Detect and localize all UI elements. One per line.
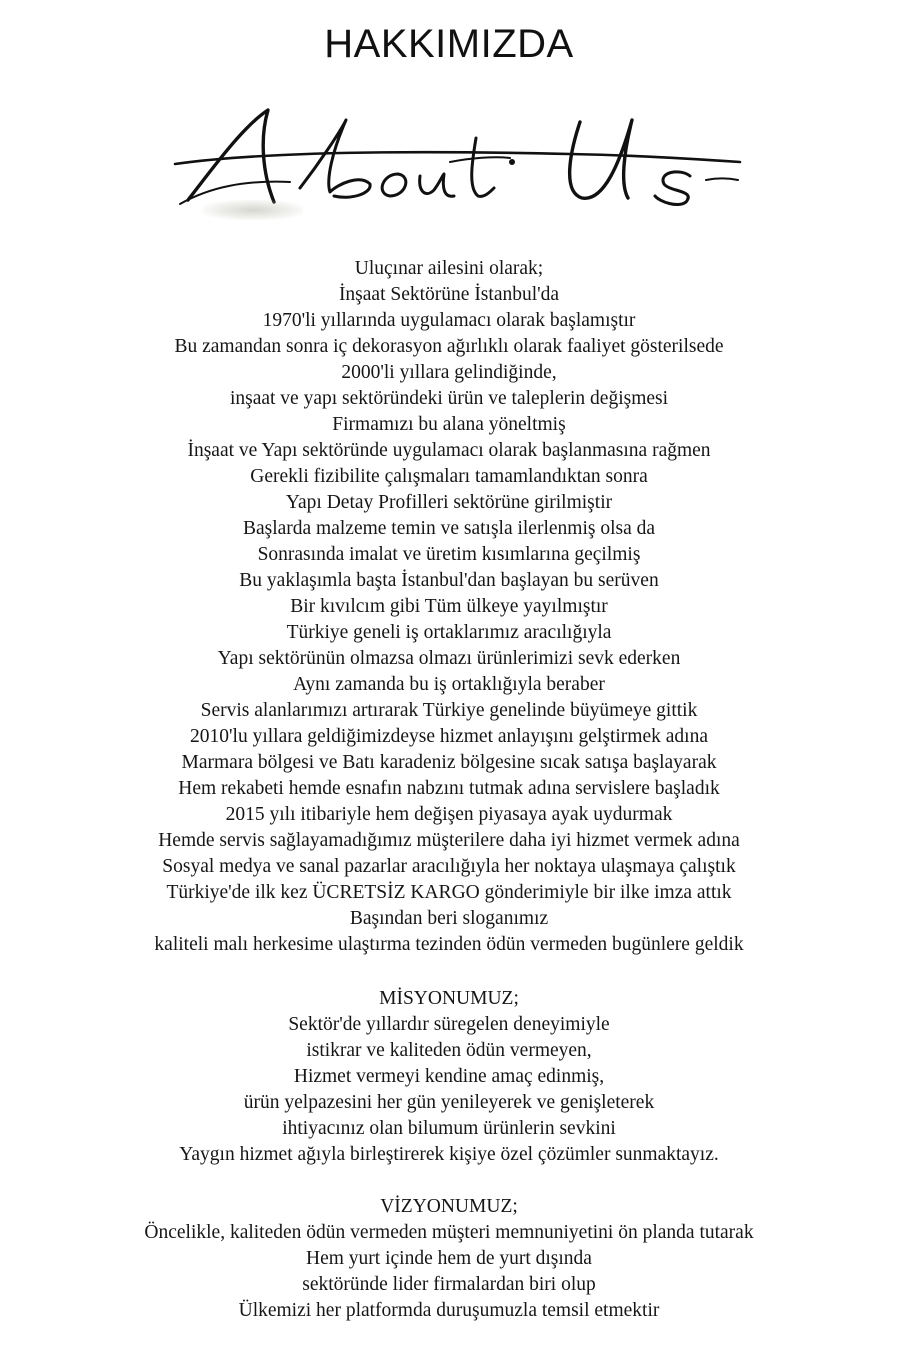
intro-line: Bu yaklaşımla başta İstanbul'dan başlayan bu serüven [239,570,659,591]
intro-line: Servis alanlarımızı artırarak Türkiye genelinde büyümeye gittik [200,700,698,721]
intro-line: Bir kıvılcım gibi Tüm ülkeye yayılmıştır [290,596,608,617]
vision-section [0,1194,898,1324]
mission-line: Hizmet vermeyi kendine amaç edinmiş, [293,1066,605,1087]
mission-line: istikrar ve kaliteden ödün vermeyen, [306,1040,592,1061]
intro-line: Yapı sektörünün olmazsa olmazı ürünlerimizi sevk ederken [217,648,681,669]
intro-line: Gerekli fizibilite çalışmaları tamamlandıktan sonra [250,466,648,487]
decorative-smudge [203,200,303,220]
mission-line: Sektör'de yıllardır süregelen deneyimiyle [288,1014,610,1035]
intro-line: Türkiye'de ilk kez ÜCRETSİZ KARGO gönderimiyle bir ilke imza attık [166,882,732,903]
vision-line: Hem yurt içinde hem de yurt dışında [306,1248,592,1269]
vision-lines [0,1220,898,1324]
intro-line: Sosyal medya ve sanal pazarlar aracılığıyla her noktaya ulaşmaya çalıştık [162,856,736,877]
intro-line: 2010'lu yıllara geldiğimizdeyse hizmet anlayışını gelştirmek adına [190,726,708,747]
intro-line: Yapı Detay Profilleri sektörüne girilmiştir [285,492,613,513]
intro-line: İnşaat Sektörüne İstanbul'da [338,284,560,305]
intro-line: inşaat ve yapı sektöründeki ürün ve taleplerin değişmesi [229,388,669,409]
mission-line: Yaygın hizmet ağıyla birleştirerek kişiye özel çözümler sunmaktayız. [179,1144,719,1165]
vision-line: sektöründe lider firmalardan biri olup [302,1274,596,1295]
page-title: HAKKIMIZDA [324,22,574,66]
intro-line: Sonrasında imalat ve üretim kısımlarına geçilmiş [257,544,641,565]
intro-line: Marmara bölgesi ve Batı karadeniz bölgesine sıcak satışa başlayarak [181,752,717,773]
intro-line: Türkiye geneli iş ortaklarımız aracılığıyla [286,622,612,643]
intro-line: 2000'li yıllara gelindiğinde, [341,362,557,383]
mission-line: ürün yelpazesini her gün yenileyerek ve genişleterek [243,1092,655,1113]
mission-section [0,986,898,1168]
intro-line: Aynı zamanda bu iş ortaklığıyla beraber [293,674,605,695]
intro-line: Başından beri sloganımız [349,908,549,929]
intro-line: Firmamızı bu alana yöneltmiş [332,414,566,435]
intro-line: kaliteli malı herkesime ulaştırma tezinden ödün vermeden bugünlere geldik [154,934,744,955]
intro-line: İnşaat ve Yapı sektöründe uygulamacı olarak başlanmasına rağmen [187,440,711,461]
intro-line: Hemde servis sağlayamadığımız müşterilere daha iyi hizmet vermek adına [158,830,740,851]
intro-line: 1970'li yıllarında uygulamacı olarak başlamıştır [262,310,636,331]
intro-line: Başlarda malzeme temin ve satışla ilerlenmiş olsa da [242,518,656,539]
mission-line: ihtiyacınız olan bilumum ürünlerin sevkini [282,1118,616,1139]
mission-title: MİSYONUMUZ; [379,988,519,1009]
intro-line: 2015 yılı itibariyle hem değişen piyasaya ayak uydurmak [225,804,673,825]
mission-lines [0,1012,898,1168]
vision-line: Öncelikle, kaliteden ödün vermeden müşteri memnuniyetini ön planda tutarak [144,1222,754,1243]
vision-title: VİZYONUMUZ; [380,1196,518,1217]
intro-section [0,256,898,958]
intro-line: Hem rekabeti hemde esnafın nabzını tutmak adına servislere başladık [178,778,720,799]
vision-line: Ülkemizi her platformda duruşumuzla temsil etmektir [238,1300,660,1321]
intro-line: Bu zamandan sonra iç dekorasyon ağırlıklı olarak faaliyet gösterilsede [174,336,724,357]
intro-line: Uluçınar ailesini olarak; [354,258,544,279]
